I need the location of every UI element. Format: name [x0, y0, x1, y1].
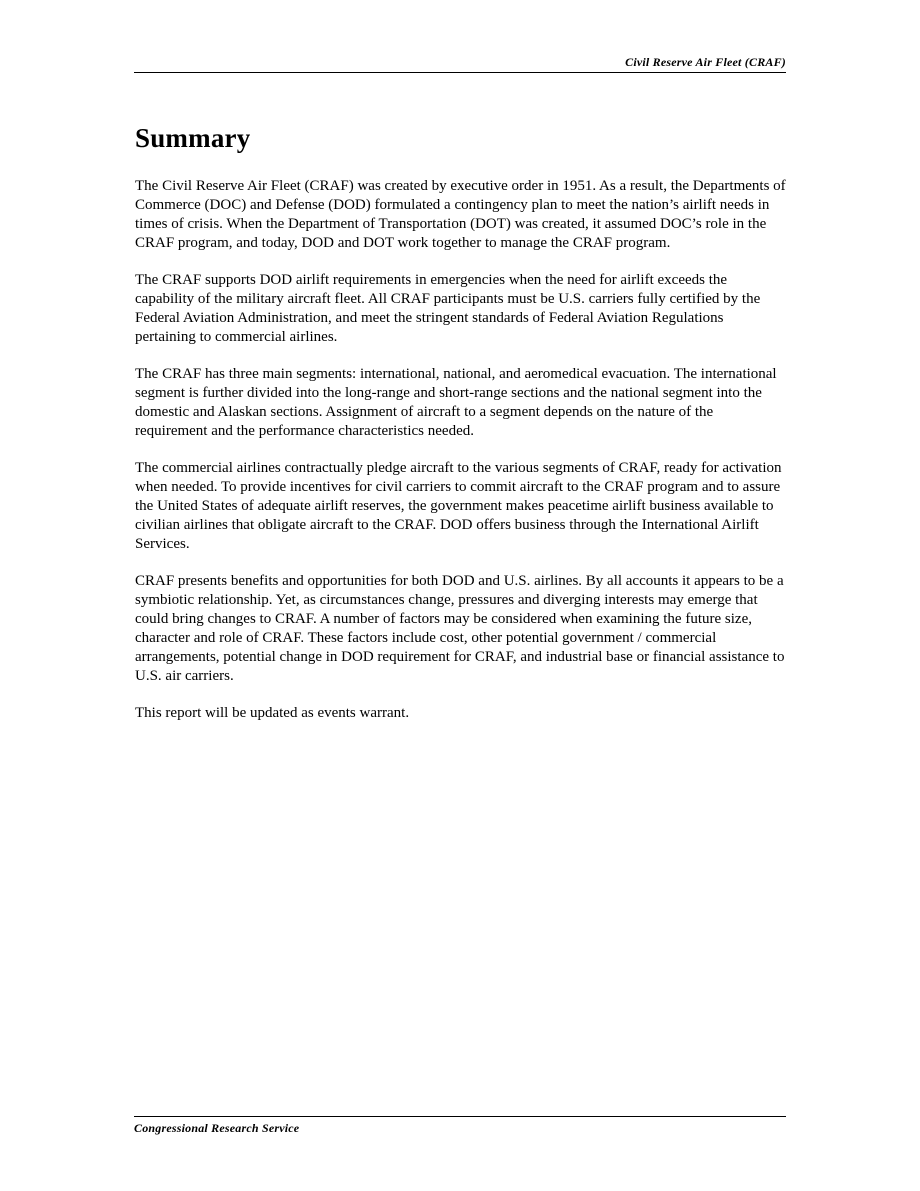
- page-title: Summary: [135, 123, 251, 153]
- paragraph-creation: The Civil Reserve Air Fleet (CRAF) was created by executive order in 1951. As a result, the Departments of Commerce (DOC) and Defense (DOD) formulated a contingency plan to meet the nation’s airlift needs in times of crisis. When the Department of Transportation (DOT) was created, it assumed DOC’s role in the CRAF program, and today, DOD and DOT work together to manage the CRAF program.: [135, 178, 786, 251]
- paragraph-update-note: This report will be updated as events warrant.: [135, 705, 410, 721]
- paragraph-benefits: CRAF presents benefits and opportunities for both DOD and U.S. airlines. By all accounts it appears to be a symbiotic relationship. Yet, as circumstances change, pressures and diverging interests may emerge that could bring changes to CRAF. A number of factors may be considered when examining the future size, character and role of CRAF. These factors include cost, other potential government / commercial arrangements, potential change in DOD requirement for CRAF, and industrial base or financial assistance to U.S. air carriers.: [135, 573, 785, 684]
- paragraph-segments: The CRAF has three main segments: international, national, and aeromedical evacuation. The international segment is further divided into the long-range and short-range sections and the national segment into the domestic and Alaskan sections. Assignment of aircraft to a segment depends on the nature of the requirement and the performance characteristics needed.: [135, 366, 777, 439]
- running-header: [134, 55, 786, 73]
- running-header-title: Civil Reserve Air Fleet (CRAF): [625, 55, 786, 69]
- running-footer: [134, 1116, 786, 1136]
- paragraph-incentives: The commercial airlines contractually pledge aircraft to the various segments of CRAF, ready for activation when needed. To provide incentives for civil carriers to commit aircraft to the CRAF program and to assure the United States of adequate airlift reserves, the government makes peacetime airlift business available to civilian airlines that obligate aircraft to the CRAF. DOD offers business through the International Airlift Services.: [135, 460, 782, 552]
- summary-body: [135, 177, 787, 741]
- footer-publisher: Congressional Research Service: [134, 1121, 300, 1135]
- paragraph-requirements: The CRAF supports DOD airlift requirements in emergencies when the need for airlift exceeds the capability of the military aircraft fleet. All CRAF participants must be U.S. carriers fully certified by the Federal Aviation Administration, and meet the stringent standards of Federal Aviation Regulations pertaining to commercial airlines.: [135, 272, 761, 345]
